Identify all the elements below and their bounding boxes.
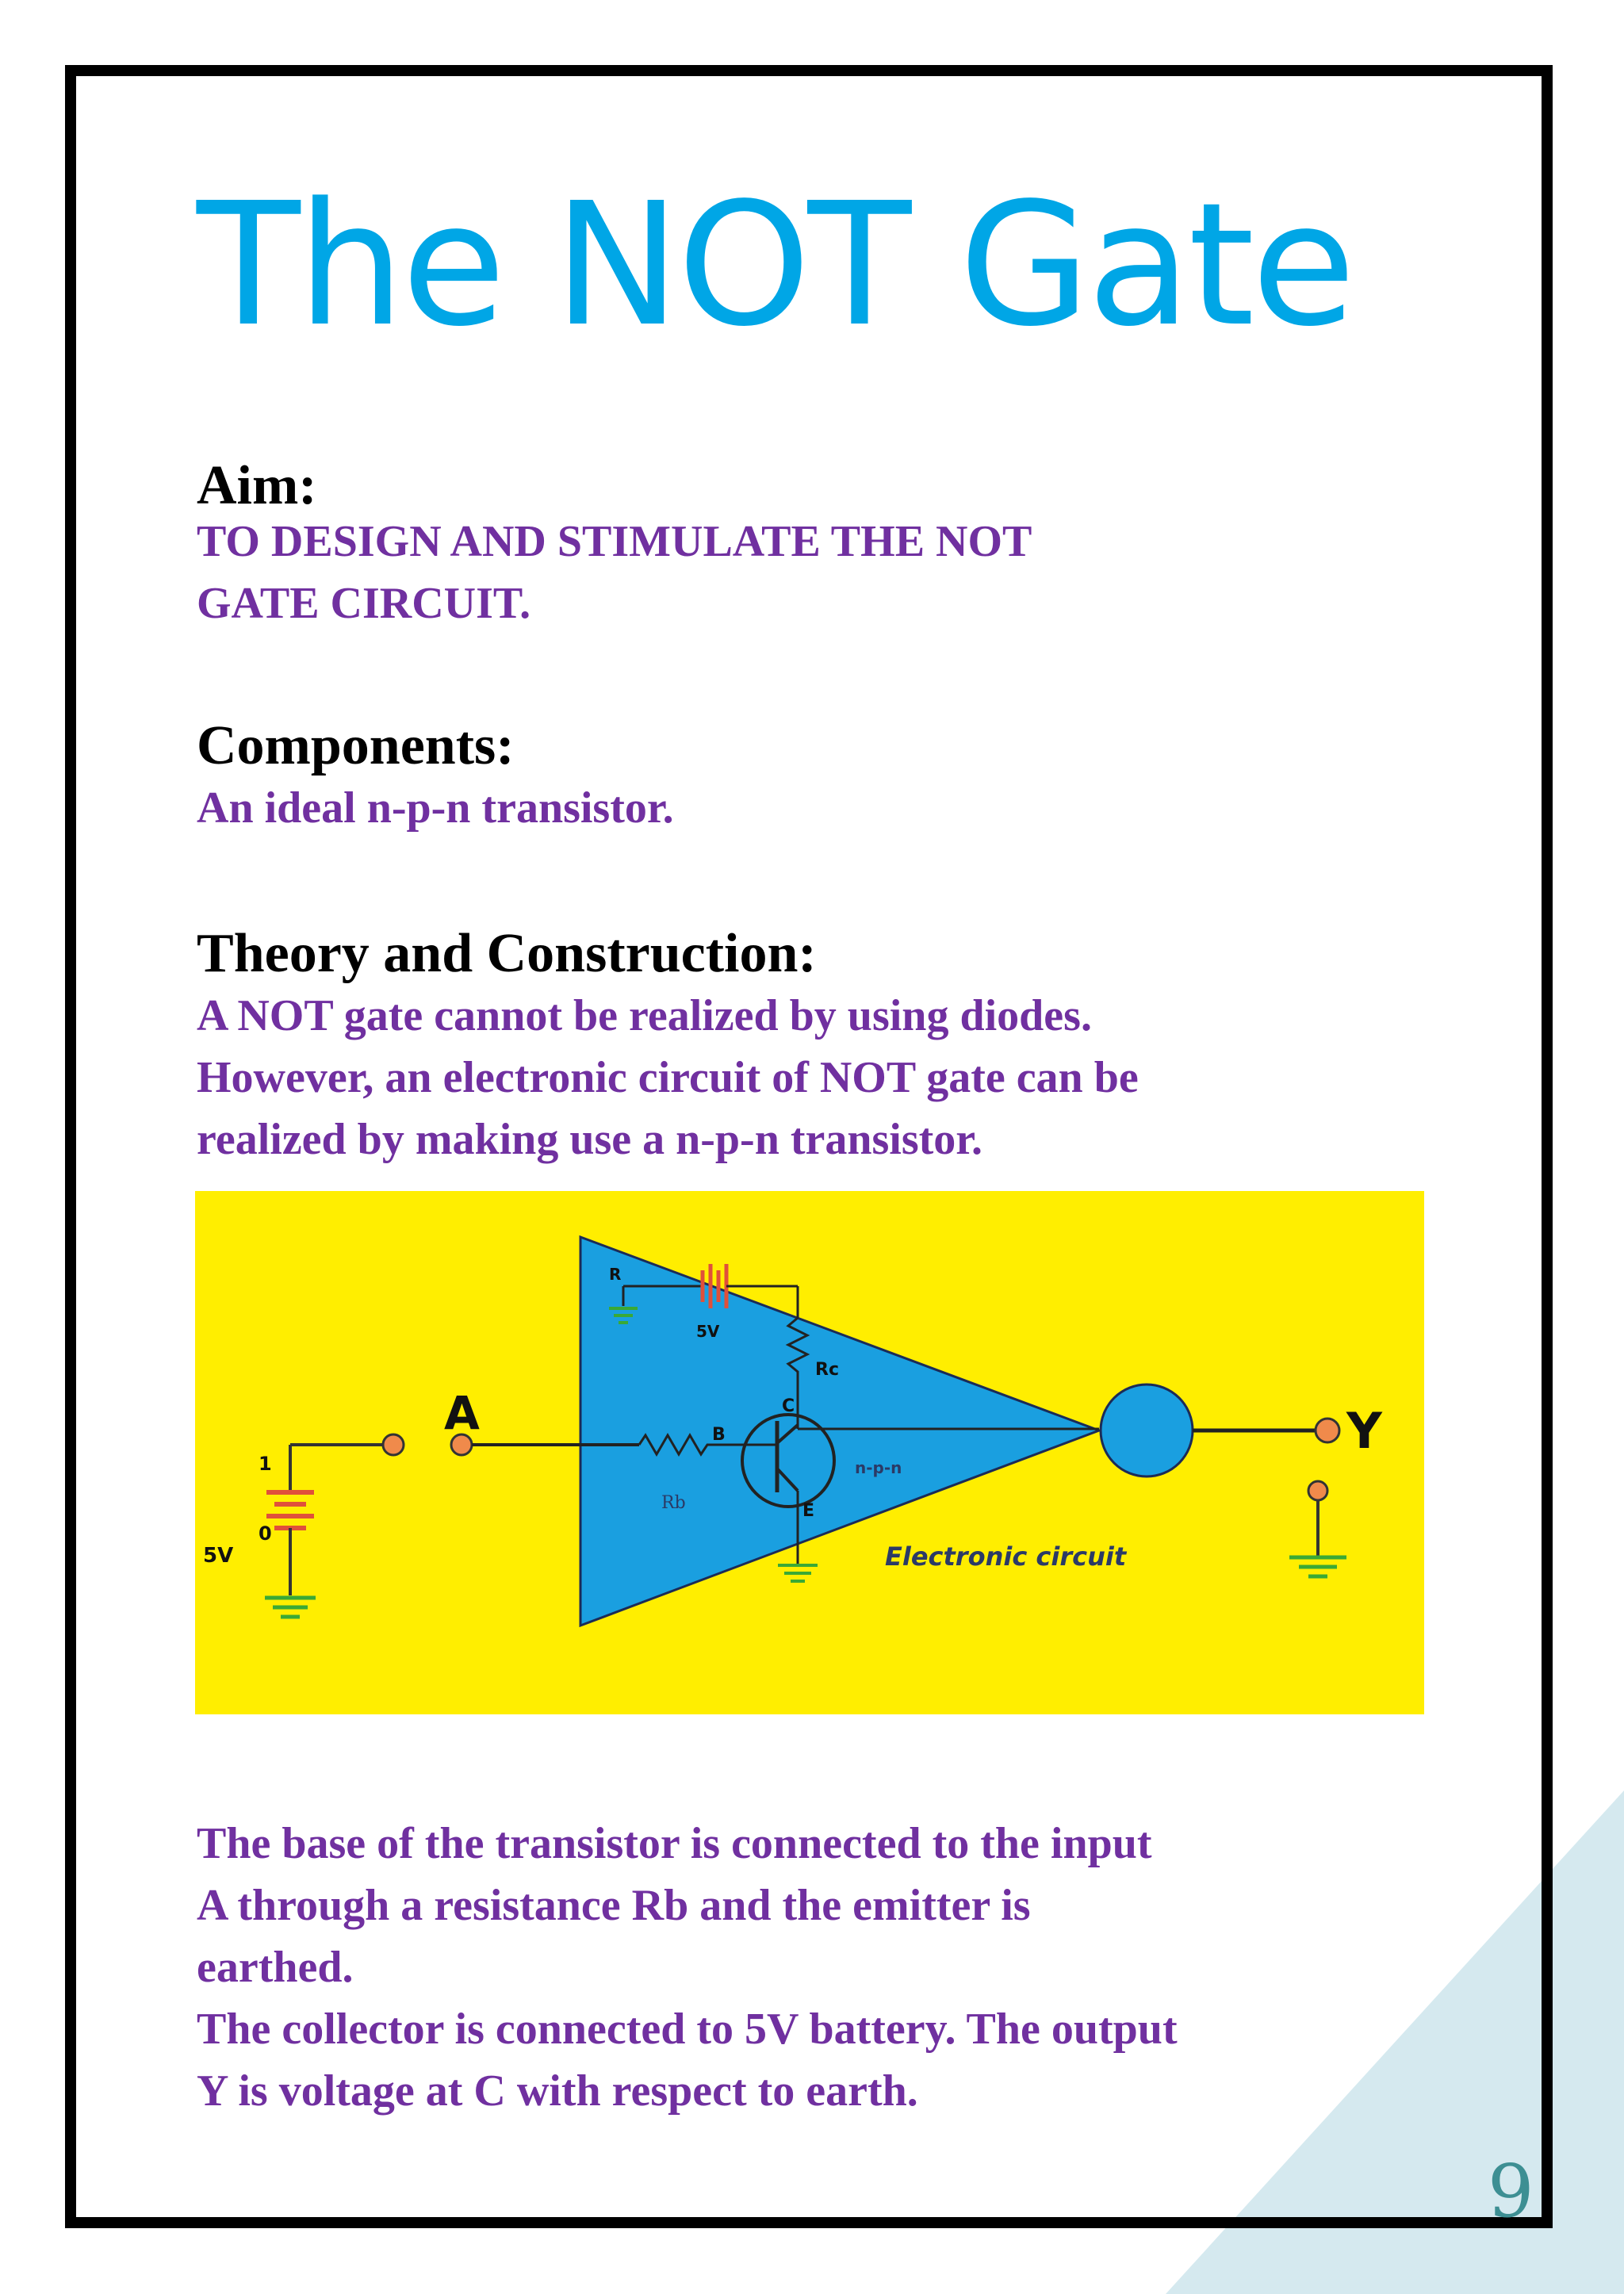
transistor-label: n-p-n [855, 1458, 902, 1477]
rb-label: Rb [661, 1493, 686, 1513]
theory-line: realized by making use a n-p-n transistor. [197, 1115, 982, 1164]
base-label: B [712, 1425, 726, 1445]
theory-text [197, 985, 1139, 1170]
output-probe-icon [1308, 1481, 1327, 1500]
collector-label: C [782, 1396, 795, 1416]
components-heading: Components: [197, 715, 515, 776]
switch-terminal-icon [383, 1434, 404, 1455]
description-line: earthed. [197, 1943, 354, 1992]
components-line: An ideal n-p-n transistor. [197, 783, 674, 833]
output-terminal-icon [1316, 1419, 1339, 1442]
page-title: The NOT Gate [197, 167, 1353, 364]
page-number: 9 [1488, 2149, 1534, 2234]
r-label: R [609, 1265, 622, 1284]
inner-battery-label: 5V [696, 1322, 720, 1341]
rc-label: Rc [815, 1360, 839, 1380]
description-line: A through a resistance Rb and the emitter is [197, 1881, 1031, 1930]
description-line: The base of the transistor is connected to the input [197, 1819, 1152, 1868]
description-line: Y is voltage at C with respect to earth. [197, 2066, 918, 2116]
description-text [197, 1813, 1178, 2122]
theory-line: However, an electronic circuit of NOT gate can be [197, 1053, 1139, 1102]
inverter-bubble-icon [1101, 1384, 1193, 1476]
aim-text [197, 511, 1032, 634]
aim-heading: Aim: [197, 455, 317, 516]
not-gate-circuit-diagram [195, 1191, 1424, 1714]
emitter-label: E [802, 1501, 815, 1521]
output-label: Y [1346, 1402, 1382, 1460]
input-label: A [444, 1386, 480, 1440]
aim-line: TO DESIGN AND STIMULATE THE NOT [197, 517, 1032, 566]
theory-line: A NOT gate cannot be realized by using diodes. [197, 991, 1092, 1040]
high-level-label: 1 [259, 1453, 272, 1475]
diagram-caption: Electronic circuit [885, 1541, 1127, 1572]
theory-heading: Theory and Construction: [197, 923, 817, 984]
low-level-label: 0 [259, 1522, 272, 1545]
left-battery-label: 5V [203, 1544, 234, 1568]
components-text [197, 777, 674, 839]
aim-line: GATE CIRCUIT. [197, 579, 531, 628]
description-line: The collector is connected to 5V battery. The output [197, 2005, 1178, 2054]
